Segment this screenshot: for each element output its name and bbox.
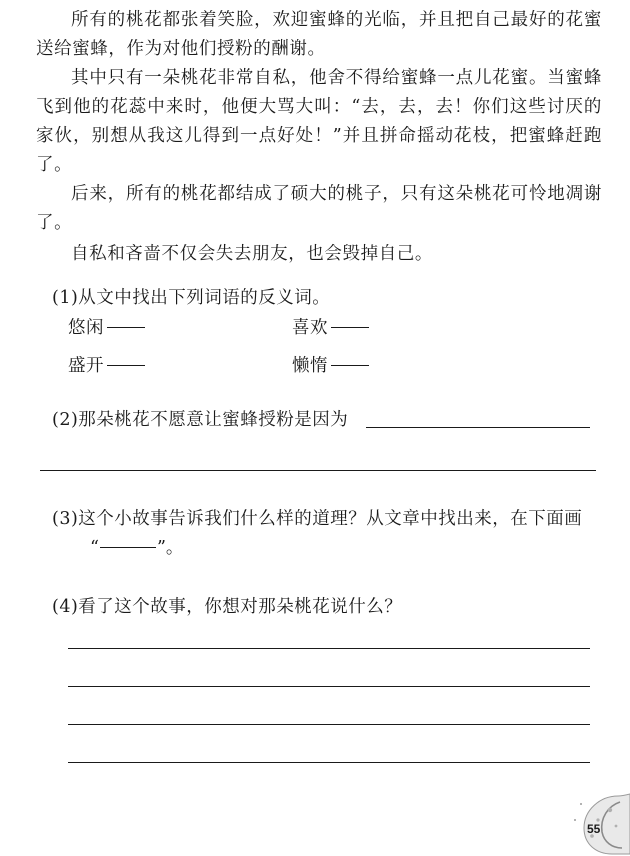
- question-4: (4)看了这个故事，你想对那朵桃花说什么？: [52, 597, 403, 617]
- question-3-underline-mark: [90, 534, 183, 563]
- underline-sample: [100, 547, 156, 548]
- antonym-item-3: [68, 352, 145, 381]
- question-2: (2)那朵桃花不愿意让蜜蜂授粉是因为: [52, 410, 349, 430]
- question-2-answer-line[interactable]: [366, 427, 590, 428]
- passage-paragraph-4: 自私和吝啬不仅会失去朋友，也会毁掉自己。: [71, 244, 433, 264]
- passage-paragraph-1: 所有的桃花都张着笑脸，欢迎蜜蜂的光临，并且把自己最好的花蜜送给蜜蜂，作为对他们授粉的酬谢。: [36, 10, 602, 59]
- antonym-word: 悠闲: [68, 318, 104, 338]
- question-2-answer-line-2[interactable]: [40, 470, 596, 471]
- answer-blank[interactable]: [107, 365, 145, 366]
- page-number: 55: [587, 822, 601, 836]
- question-4-answer-line-2[interactable]: [68, 686, 590, 687]
- antonym-item-2: [292, 314, 369, 343]
- question-3: (3)这个小故事告诉我们什么样的道理？从文章中找出来，在下面画: [52, 509, 583, 529]
- passage-paragraph-3: 后来，所有的桃花都结成了硕大的桃子，只有这朵桃花可怜地凋谢了。: [36, 184, 602, 233]
- passage-paragraph-2: 其中只有一朵桃花非常自私，他舍不得给蜜蜂一点儿花蜜。当蜜蜂飞到他的花蕊中来时，他便大骂大叫：“去，去，去！你们这些讨厌的家伙，别想从我这儿得到一点好处！”并且拼命摇动花枝，把蜜蜂赶跑了。: [36, 68, 602, 175]
- question-4-answer-line-1[interactable]: [68, 648, 590, 649]
- question-4-answer-line-4[interactable]: [68, 762, 590, 763]
- antonym-word: 喜欢: [292, 318, 328, 338]
- answer-blank[interactable]: [331, 327, 369, 328]
- open-quote: “: [90, 538, 99, 558]
- question-4-answer-line-3[interactable]: [68, 724, 590, 725]
- antonym-word: 盛开: [68, 356, 104, 376]
- antonym-word: 懒惰: [292, 356, 328, 376]
- answer-blank[interactable]: [107, 327, 145, 328]
- answer-blank[interactable]: [331, 365, 369, 366]
- question-1: (1)从文中找出下列词语的反义词。: [52, 288, 331, 308]
- close-quote: ”。: [156, 538, 184, 558]
- antonym-item-1: [68, 314, 145, 343]
- antonym-item-4: [292, 352, 369, 381]
